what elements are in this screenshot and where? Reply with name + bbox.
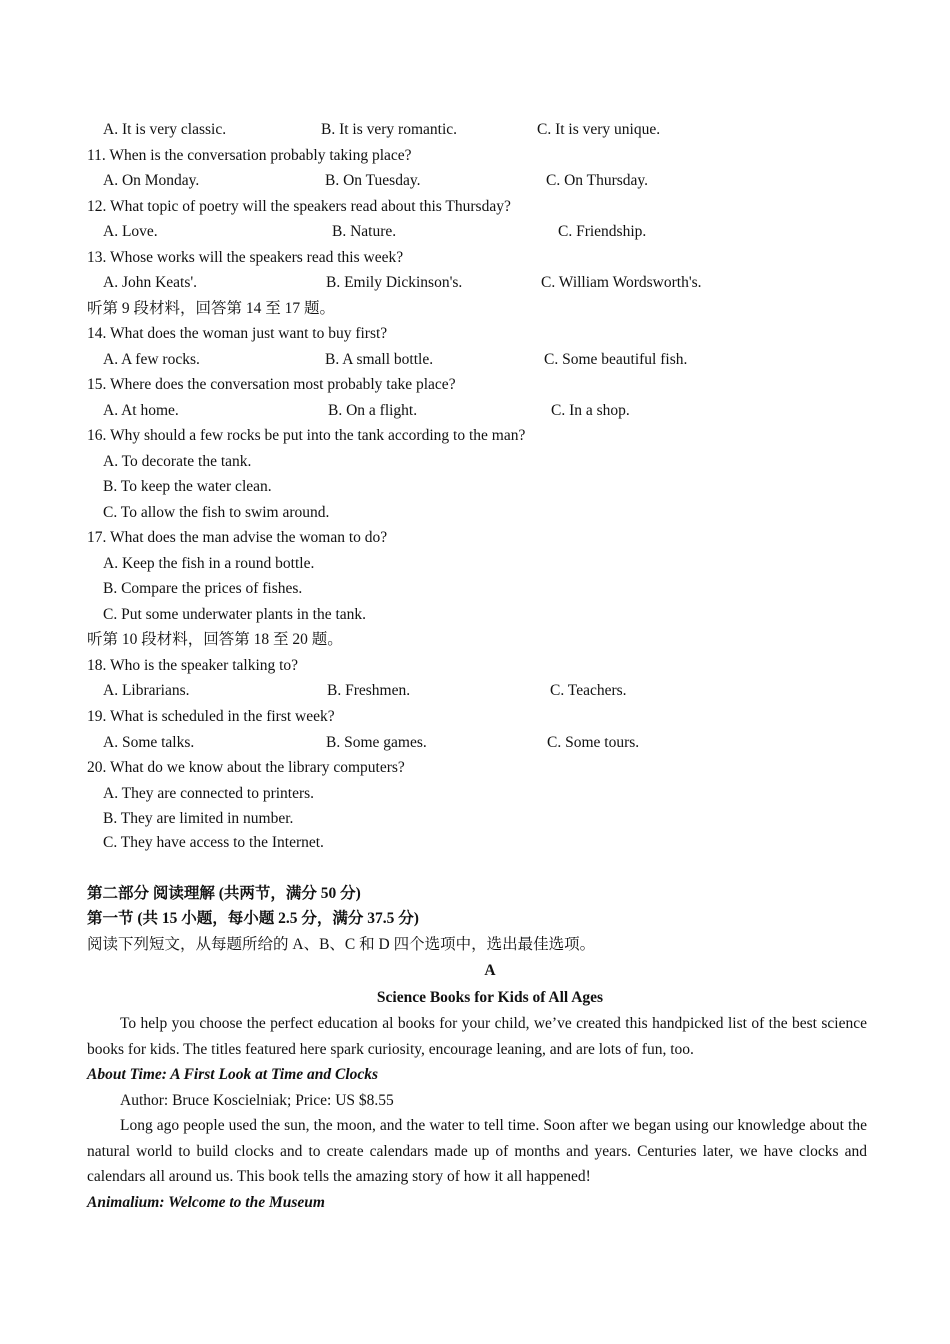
q17-option-b: B. Compare the prices of fishes. — [103, 580, 303, 597]
q18-option-c: C. Teachers. — [550, 682, 627, 699]
passage-title: Science Books for Kids of All Ages — [376, 989, 604, 1006]
q12-option-b: B. Nature. — [332, 223, 397, 240]
reading-instruction: 阅读下列短文，从每题所给的 A、B、C 和 D 四个选项中，选出最佳选项。 — [87, 936, 596, 953]
q17-stem: 17. What does the man advise the woman to do? — [87, 529, 388, 546]
q18-option-a: A. Librarians. — [103, 682, 190, 699]
q11-stem: 11. When is the conversation probably taking place? — [87, 147, 412, 164]
q14-option-c: C. Some beautiful fish. — [544, 351, 688, 368]
q16-stem: 16. Why should a few rocks be put into the tank according to the man? — [87, 427, 526, 444]
q16-option-b: B. To keep the water clean. — [103, 478, 272, 495]
q11-option-b: B. On Tuesday. — [325, 172, 421, 189]
q13-option-b: B. Emily Dickinson's. — [326, 274, 463, 291]
q10-option-c: C. It is very unique. — [537, 121, 661, 138]
q19-stem: 19. What is scheduled in the first week? — [87, 708, 335, 725]
q18-option-b: B. Freshmen. — [327, 682, 411, 699]
q12-option-c: C. Friendship. — [558, 223, 647, 240]
section-note-9: 听第 9 段材料，回答第 14 至 17 题。 — [87, 300, 336, 317]
q14-stem: 14. What does the woman just want to buy first? — [87, 325, 388, 342]
q19-option-b: B. Some games. — [326, 734, 427, 751]
q16-option-a: A. To decorate the tank. — [103, 453, 252, 470]
q15-option-b: B. On a flight. — [328, 402, 418, 419]
q20-option-c: C. They have access to the Internet. — [103, 834, 324, 851]
q15-option-a: A. At home. — [103, 402, 179, 419]
q12-option-a: A. Love. — [103, 223, 158, 240]
part2-heading: 第二部分 阅读理解 (共两节，满分 50 分) — [87, 885, 361, 902]
q11-option-c: C. On Thursday. — [546, 172, 649, 189]
q20-option-a: A. They are connected to printers. — [103, 785, 315, 802]
q13-option-a: A. John Keats'. — [103, 274, 198, 291]
book1-author: Author: Bruce Koscielniak; Price: US $8.55 — [120, 1092, 394, 1109]
section1-heading: 第一节 (共 15 小题，每小题 2.5 分，满分 37.5 分) — [87, 910, 419, 927]
book2-title: Animalium: Welcome to the Museum — [87, 1194, 325, 1211]
q14-option-b: B. A small bottle. — [325, 351, 434, 368]
q18-stem: 18. Who is the speaker talking to? — [87, 657, 299, 674]
passage-label: A — [484, 962, 496, 979]
q11-option-a: A. On Monday. — [103, 172, 200, 189]
q20-option-b: B. They are limited in number. — [103, 810, 294, 827]
q15-stem: 15. Where does the conversation most probably take place? — [87, 376, 456, 393]
q10-option-a: A. It is very classic. — [103, 121, 227, 138]
q19-option-c: C. Some tours. — [547, 734, 640, 751]
q12-stem: 12. What topic of poetry will the speakers read about this Thursday? — [87, 198, 511, 215]
q13-option-c: C. William Wordsworth's. — [541, 274, 702, 291]
passage-intro: To help you choose the perfect education al books for your child, we’ve created this handpicked list of the best science books for kids. The titles featured here spark curiosity, encourage leaning, and are lots of fun, too. — [87, 1015, 867, 1058]
section-note-10: 听第 10 段材料，回答第 18 至 20 题。 — [87, 631, 343, 648]
q14-option-a: A. A few rocks. — [103, 351, 200, 368]
q19-option-a: A. Some talks. — [103, 734, 195, 751]
q17-option-a: A. Keep the fish in a round bottle. — [103, 555, 315, 572]
q10-option-b: B. It is very romantic. — [321, 121, 458, 138]
q15-option-c: C. In a shop. — [551, 402, 630, 419]
q16-option-c: C. To allow the fish to swim around. — [103, 504, 330, 521]
q20-stem: 20. What do we know about the library computers? — [87, 759, 405, 776]
book1-title: About Time: A First Look at Time and Clocks — [87, 1066, 379, 1083]
book1-description: Long ago people used the sun, the moon, and the water to tell time. Soon after we began using our knowledge about the natural world to build clocks and to create calendars made up of months and years. Centuries later, we have clocks and calendars all around us. This book tells the amazing story of how it all happened! — [87, 1117, 867, 1186]
q13-stem: 13. Whose works will the speakers read this week? — [87, 249, 404, 266]
q17-option-c: C. Put some underwater plants in the tank. — [103, 606, 367, 623]
